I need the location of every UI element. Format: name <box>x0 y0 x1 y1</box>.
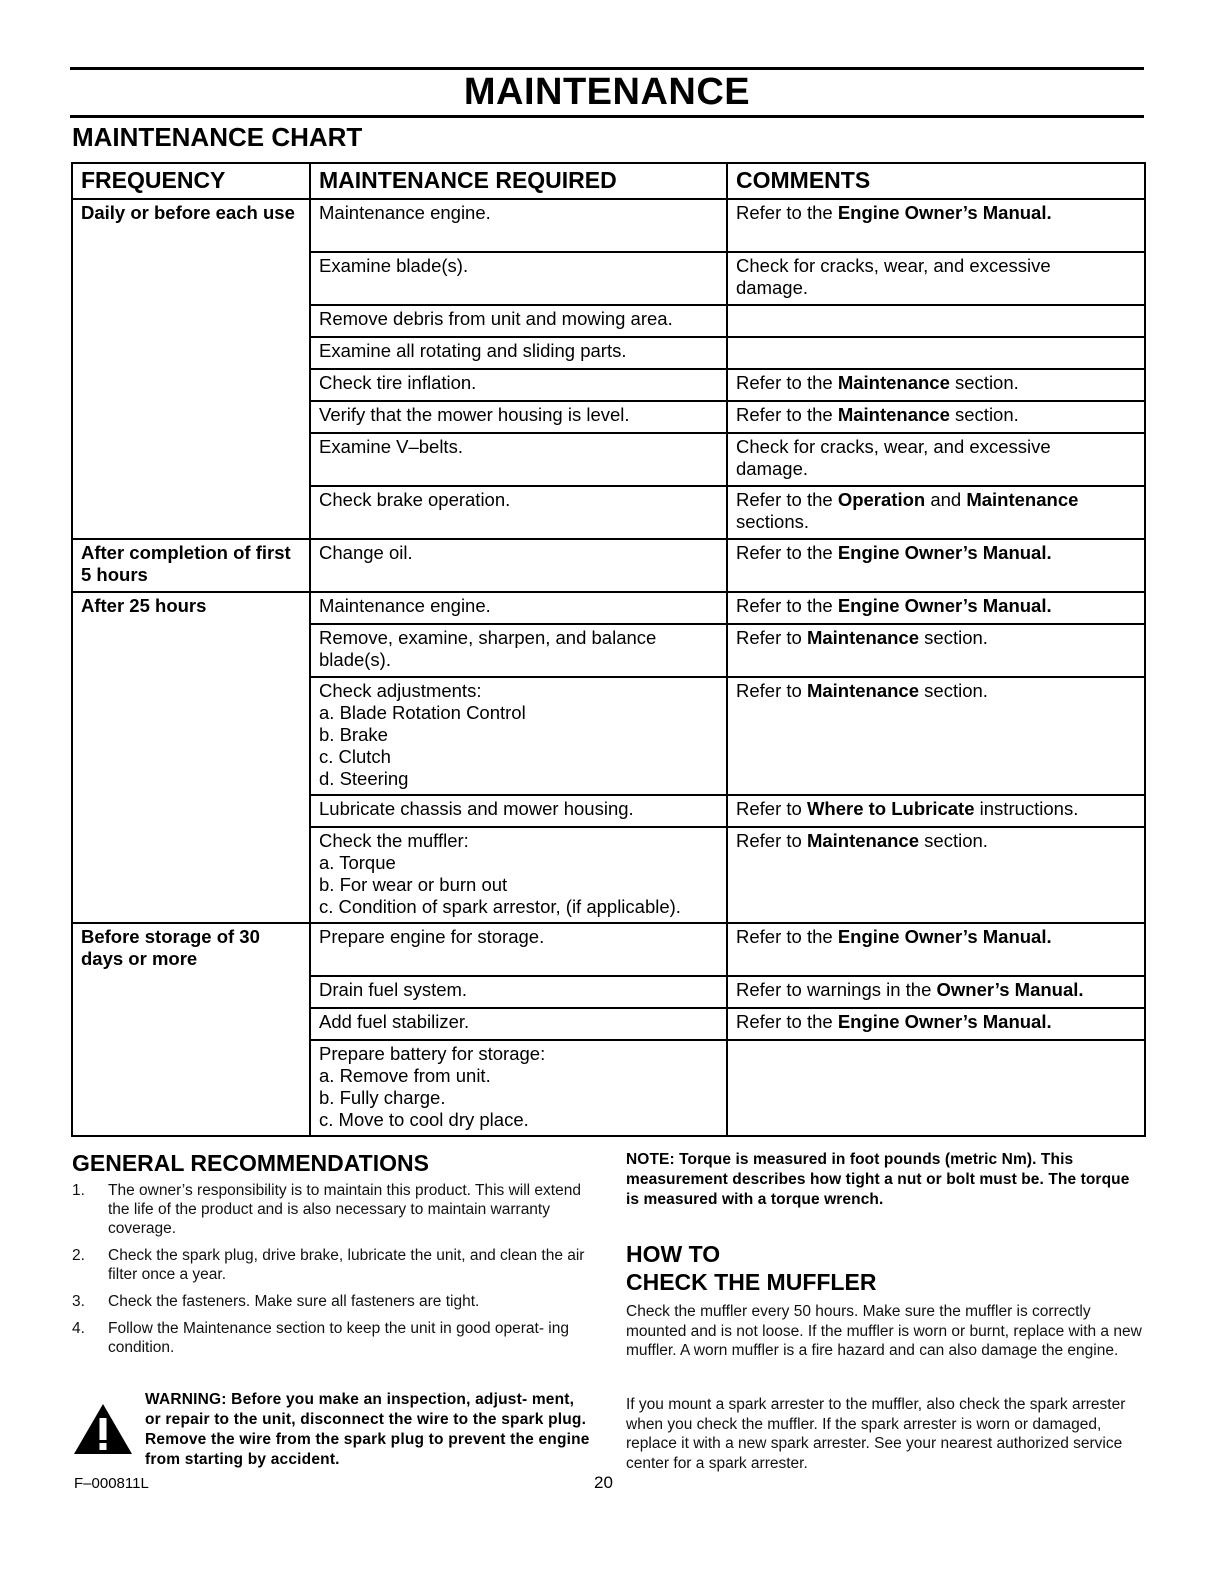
comment-cell: Refer to the Engine Owner’s Manual. <box>727 539 1145 592</box>
warning-text: WARNING: Before you make an inspection, adjust- ment, or repair to the unit, disconnect the wire to the spark plug. Remove the wire from the spark plug to prevent the engine from starting by accident. <box>145 1391 590 1468</box>
task-cell: Prepare battery for storage: a. Remove from unit. b. Fully charge. c. Move to cool dry place. <box>310 1040 727 1136</box>
comment-cell <box>727 337 1145 369</box>
task-cell: Drain fuel system. <box>310 976 727 1008</box>
comment-cell <box>727 1040 1145 1136</box>
task-cell: Remove debris from unit and mowing area. <box>310 305 727 337</box>
comment-cell: Refer to Maintenance section. <box>727 827 1145 923</box>
task-cell: Maintenance engine. <box>310 199 727 252</box>
muffler-paragraph-2: If you mount a spark arrester to the muffler, also check the spark arrester when you check the muffler. If the spark arrester is worn or damaged, replace it with a new spark arrester. See your nearest authorized service center for a spark arrester. <box>626 1396 1126 1472</box>
task-cell: Examine V–belts. <box>310 433 727 486</box>
table-row <box>72 539 1145 592</box>
torque-note: NOTE: Torque is measured in foot pounds (metric Nm). This measurement describes how tight a nut or bolt must be. The torque is measured with a torque wrench. <box>626 1151 1130 1208</box>
warning-triangle-icon <box>72 1402 134 1456</box>
comment-cell: Check for cracks, wear, and excessive damage. <box>727 252 1145 305</box>
task-cell: Check the muffler: a. Torque b. For wear or burn out c. Condition of spark arrestor, (if applicable). <box>310 827 727 923</box>
list-item: 2. Check the spark plug, drive brake, lubricate the unit, and clean the air filter once a year. <box>72 1247 585 1283</box>
muffler-section-title: HOW TO CHECK THE MUFFLER <box>626 1241 877 1295</box>
comment-cell: Refer to warnings in the Owner’s Manual. <box>727 976 1145 1008</box>
general-recommendations-title: GENERAL RECOMMENDATIONS <box>72 1150 429 1176</box>
document-code: F–000811L <box>74 1475 149 1492</box>
maintenance-chart <box>71 162 1146 1137</box>
task-cell: Examine all rotating and sliding parts. <box>310 337 727 369</box>
frequency-first-5-hours: After completion of first 5 hours <box>72 539 310 592</box>
comment-cell: Refer to the Engine Owner’s Manual. <box>727 199 1145 252</box>
comment-cell: Refer to the Engine Owner’s Manual. <box>727 1008 1145 1040</box>
task-cell: Remove, examine, sharpen, and balance blade(s). <box>310 624 727 677</box>
task-cell: Verify that the mower housing is level. <box>310 401 727 433</box>
comment-cell: Refer to Where to Lubricate instructions. <box>727 795 1145 827</box>
list-item: 4. Follow the Maintenance section to keep the unit in good operat- ing condition. <box>72 1320 569 1356</box>
col-comments: COMMENTS <box>727 163 1145 199</box>
task-cell: Check brake operation. <box>310 486 727 539</box>
task-cell: Examine blade(s). <box>310 252 727 305</box>
col-frequency: FREQUENCY <box>72 163 310 199</box>
comment-cell: Refer to the Maintenance section. <box>727 401 1145 433</box>
comment-cell: Refer to the Engine Owner’s Manual. <box>727 592 1145 624</box>
title-underline <box>70 115 1144 118</box>
task-cell: Check tire inflation. <box>310 369 727 401</box>
muffler-paragraph-1: Check the muffler every 50 hours. Make sure the muffler is correctly mounted and is not loose. If the muffler is worn or burnt, replace with a new muffler. A worn muffler is a fire hazard and can also damage the engine. <box>626 1303 1142 1359</box>
chart-header-row <box>72 163 1145 199</box>
task-cell: Lubricate chassis and mower housing. <box>310 795 727 827</box>
table-row <box>72 923 1145 976</box>
comment-cell: Refer to the Engine Owner’s Manual. <box>727 923 1145 976</box>
frequency-after-25-hours: After 25 hours <box>72 592 310 923</box>
table-row <box>72 592 1145 624</box>
comment-cell: Refer to the Maintenance section. <box>727 369 1145 401</box>
frequency-daily: Daily or before each use <box>72 199 310 539</box>
page-title: MAINTENANCE <box>463 71 751 113</box>
general-recommendations-list <box>72 1181 592 1365</box>
comment-cell: Refer to the Operation and Maintenance sections. <box>727 486 1145 539</box>
chart-title: MAINTENANCE CHART <box>72 122 363 152</box>
task-cell: Maintenance engine. <box>310 592 727 624</box>
comment-cell: Check for cracks, wear, and excessive damage. <box>727 433 1145 486</box>
comment-cell: Refer to Maintenance section. <box>727 624 1145 677</box>
task-cell: Change oil. <box>310 539 727 592</box>
table-row <box>72 199 1145 252</box>
task-cell: Check adjustments: a. Blade Rotation Control b. Brake c. Clutch d. Steering <box>310 677 727 795</box>
list-item: 3. Check the fasteners. Make sure all fasteners are tight. <box>72 1293 480 1310</box>
comment-cell <box>727 305 1145 337</box>
page-number: 20 <box>594 1473 613 1492</box>
task-cell: Add fuel stabilizer. <box>310 1008 727 1040</box>
list-item: 1. The owner’s responsibility is to maintain this product. This will extend the life of the product and is also necessary to maintain warranty coverage. <box>72 1182 581 1237</box>
task-cell: Prepare engine for storage. <box>310 923 727 976</box>
comment-cell: Refer to Maintenance section. <box>727 677 1145 795</box>
col-maintenance-required: MAINTENANCE REQUIRED <box>310 163 727 199</box>
frequency-before-storage: Before storage of 30 days or more <box>72 923 310 1136</box>
